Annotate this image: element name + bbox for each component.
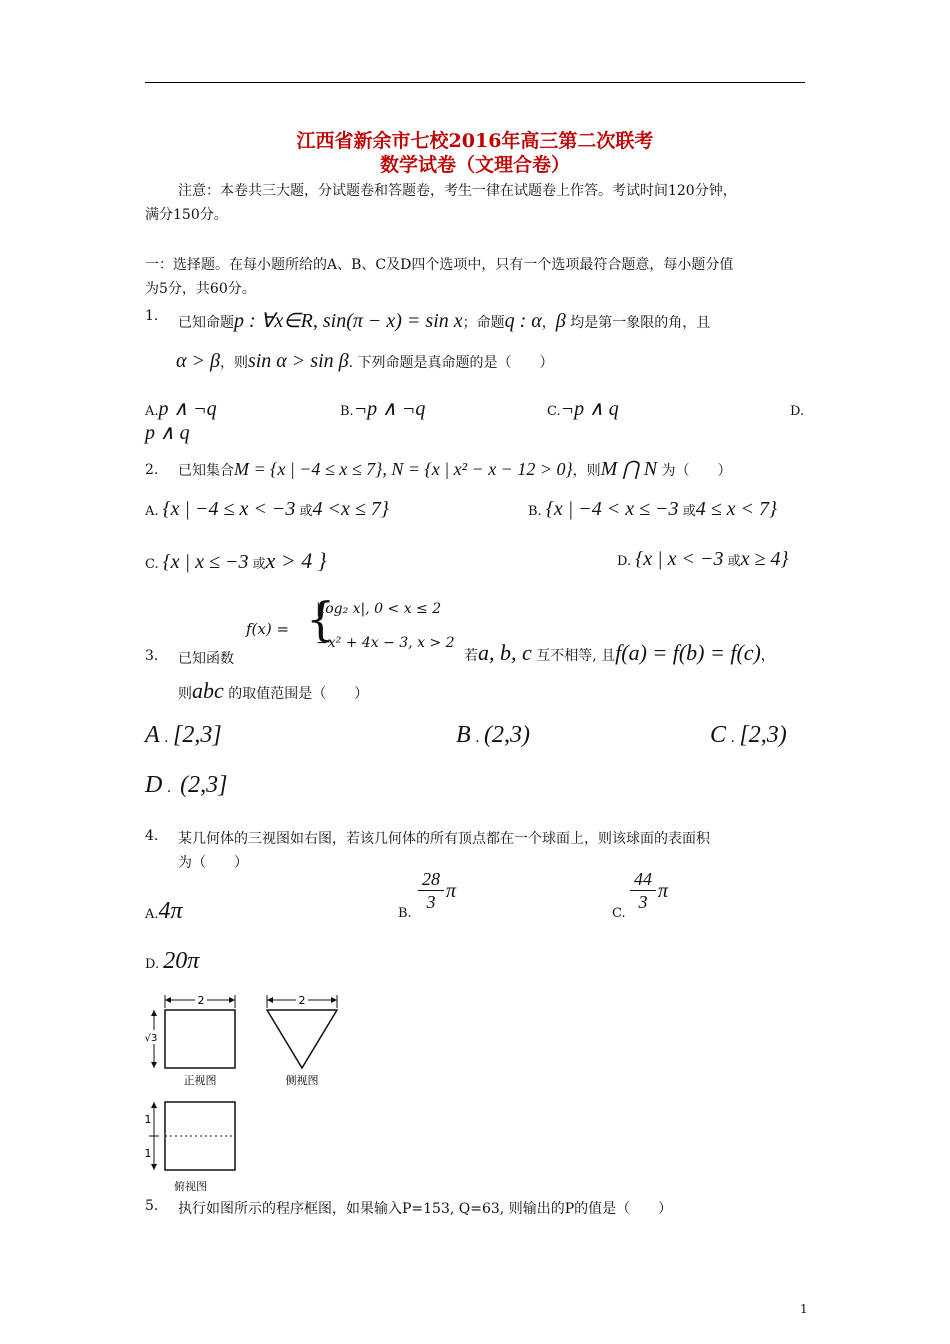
q2-text-2: ，则 — [572, 463, 601, 479]
q3-text-3: 互不相等, 且 — [536, 648, 616, 664]
q1-stem-cont — [176, 350, 554, 373]
q4-line-2: 为（ ） — [178, 855, 248, 871]
q4-option-d — [145, 948, 199, 975]
option-label: D. — [617, 554, 632, 569]
q2-sets: M = {x | −4 ≤ x ≤ 7}, N = {x | x² − x − 12 > 0} — [234, 459, 573, 479]
option-expr: p ∧ ¬q — [158, 398, 217, 420]
option-or: 或 — [682, 504, 696, 519]
q2-option-d — [617, 548, 789, 571]
brace-icon: { — [306, 592, 336, 646]
q2-number: 2. — [145, 462, 159, 478]
q1-text-5: . 下列命题是真命题的是（ ） — [348, 355, 554, 371]
q3-option-c — [710, 722, 787, 749]
q1-q-def: q : α — [504, 310, 542, 332]
header-rule — [145, 82, 805, 83]
section-1-line-1: 一：选择题。在每小题所给的A、B、C及D四个选项中，只有一个选项最符合题意，每小题分值 — [145, 257, 734, 273]
q3-text-6: 的取值范围是（ ） — [228, 686, 369, 702]
q2-intersection: M ⋂ N — [600, 458, 658, 480]
side-view — [267, 993, 337, 1087]
option-dot: . — [475, 730, 480, 746]
q3-case-1: |log₂ x|, 0 < x ≤ 2 — [316, 601, 442, 617]
notice-line-2: 满分150分。 — [145, 207, 228, 223]
option-expr-2: x ≥ 4} — [740, 548, 789, 570]
option-expr: (2,3) — [484, 722, 531, 748]
q3-text-1: 已知函数 — [178, 651, 234, 667]
option-expr-2: 4 ≤ x < 7} — [695, 498, 778, 520]
q3-text-5: 则 — [178, 686, 192, 702]
side-view-label: 侧视图 — [285, 1074, 319, 1087]
q3-option-b — [456, 722, 530, 749]
q2-option-b — [528, 498, 777, 521]
option-expr: [2,3] — [173, 722, 222, 748]
top-view-label: 俯视图 — [174, 1180, 207, 1193]
q3-option-d — [145, 772, 228, 799]
q3-equation: f(a) = f(b) = f(c) — [615, 640, 761, 665]
option-label: C. — [145, 557, 159, 572]
option-expr: 4π — [158, 898, 183, 924]
option-dot: . — [730, 730, 735, 746]
front-width-label: 2 — [197, 994, 205, 1007]
q4-option-b-label: B. — [398, 906, 412, 921]
q1-text-2: ；命题 — [462, 315, 505, 331]
q3-stem-line-2 — [178, 678, 368, 704]
q4-option-c-fraction — [630, 868, 656, 913]
q4-number: 4. — [145, 828, 159, 844]
option-label: C. — [547, 404, 561, 419]
fraction-denominator: 3 — [638, 892, 648, 912]
q1-text-1: 已知命题 — [178, 315, 234, 331]
front-view-label: 正视图 — [183, 1074, 217, 1087]
q4-option-c-pi: π — [658, 880, 669, 902]
q1-beta: β — [555, 310, 566, 332]
option-expr-1: {x | x ≤ −3 — [162, 551, 249, 573]
front-view — [143, 993, 235, 1087]
option-expr: (2,3] — [180, 772, 228, 798]
q1-option-a — [145, 396, 217, 421]
q3-number: 3. — [145, 648, 159, 664]
q1-option-d-expr: p ∧ q — [145, 422, 190, 444]
title-line-2: 数学试卷（文理合卷） — [379, 154, 570, 176]
q4-option-c-label: C. — [612, 906, 626, 921]
fraction-numerator: 28 — [418, 868, 444, 891]
q3-text-2: 若 — [464, 648, 478, 664]
q5-text: 执行如图所示的程序框图，如果输入P=153, Q=63, 则输出的P的值是（ ） — [178, 1201, 673, 1217]
q1-text-3: 均是第一象限的角，且 — [570, 315, 711, 331]
q3-abc-product: abc — [192, 678, 224, 703]
q3-text-4: ， — [760, 648, 775, 664]
top-lower-half-label: 1 — [144, 1147, 152, 1160]
top-view — [145, 1102, 236, 1170]
three-view-figure — [140, 990, 340, 1180]
q4-option-a — [145, 898, 183, 925]
q2-option-c — [145, 548, 327, 574]
option-label: C — [710, 722, 727, 748]
q4-option-b-fraction — [418, 868, 444, 913]
option-expr-2: 4 <x ≤ 7} — [312, 498, 389, 520]
option-label: D. — [145, 957, 160, 972]
q1-stem — [178, 308, 710, 333]
option-expr-1: {x | −4 ≤ x < −3 — [162, 498, 296, 520]
fraction-numerator: 44 — [630, 868, 656, 891]
q4-line-1: 某几何体的三视图如右图，若该几何体的所有顶点都在一个球面上，则该球面的表面积 — [178, 831, 710, 847]
option-dot: . — [166, 780, 172, 796]
q1-comma: ， — [541, 315, 556, 331]
option-label: D — [145, 772, 163, 798]
option-expr-1: {x | x < −3 — [635, 548, 724, 570]
q5-number: 5. — [145, 1198, 159, 1214]
option-expr-1: {x | −4 < x ≤ −3 — [545, 498, 679, 520]
front-height-label: √3 — [144, 1033, 158, 1044]
q3-stem-cont — [464, 640, 775, 666]
title-line-1: 江西省新余市七校2016年高三第二次联考 — [296, 130, 654, 152]
option-label: A. — [145, 504, 159, 519]
notice-line-1: 注意：本卷共三大题，分试题卷和答题卷，考生一律在试题卷上作答。考试时间120分钟， — [178, 183, 737, 199]
q1-option-c — [547, 396, 619, 421]
q3-option-a — [145, 722, 222, 749]
top-upper-half-label: 1 — [144, 1113, 152, 1126]
q3-f-label: f(x) = — [246, 620, 290, 638]
q2-text-1: 已知集合 — [178, 463, 234, 479]
option-expr: [2,3) — [739, 722, 787, 748]
q2-option-a — [145, 498, 389, 521]
option-dot: . — [164, 730, 169, 746]
page-number: 1 — [800, 1302, 808, 1316]
q4-option-b-pi: π — [446, 880, 457, 902]
q2-stem — [178, 456, 732, 481]
q3-case-2: −x² + 4x − 3, x > 2 — [316, 635, 455, 651]
option-expr: ¬p ∧ ¬q — [353, 398, 426, 420]
q3-abc: a, b, c — [478, 640, 532, 665]
q1-option-d-label: D. — [790, 404, 805, 419]
q1-implication: sin α > sin β — [247, 350, 349, 372]
fraction-denominator: 3 — [426, 892, 436, 912]
section-1-line-2: 为5分，共60分。 — [145, 281, 256, 297]
option-expr-2: x > 4 } — [265, 548, 327, 573]
option-expr: 20π — [163, 948, 200, 974]
q1-p-def: p : ∀x∈R, sin(π − x) = sin x — [234, 310, 463, 332]
q2-text-3: 为（ ） — [661, 463, 732, 479]
side-width-label: 2 — [298, 994, 306, 1007]
option-label: B. — [340, 404, 354, 419]
option-or: 或 — [299, 504, 313, 519]
option-or: 或 — [252, 557, 266, 572]
option-label: A. — [145, 404, 159, 419]
q1-condition: α > β — [176, 350, 220, 372]
option-label: A. — [145, 907, 159, 922]
option-label: B — [456, 722, 471, 748]
option-expr: ¬p ∧ q — [560, 398, 619, 420]
option-label: A — [145, 722, 160, 748]
q1-text-4: ，则 — [219, 355, 248, 371]
option-or: 或 — [727, 554, 741, 569]
option-label: B. — [528, 504, 542, 519]
q1-number: 1. — [145, 308, 159, 324]
q1-option-b — [340, 396, 425, 421]
